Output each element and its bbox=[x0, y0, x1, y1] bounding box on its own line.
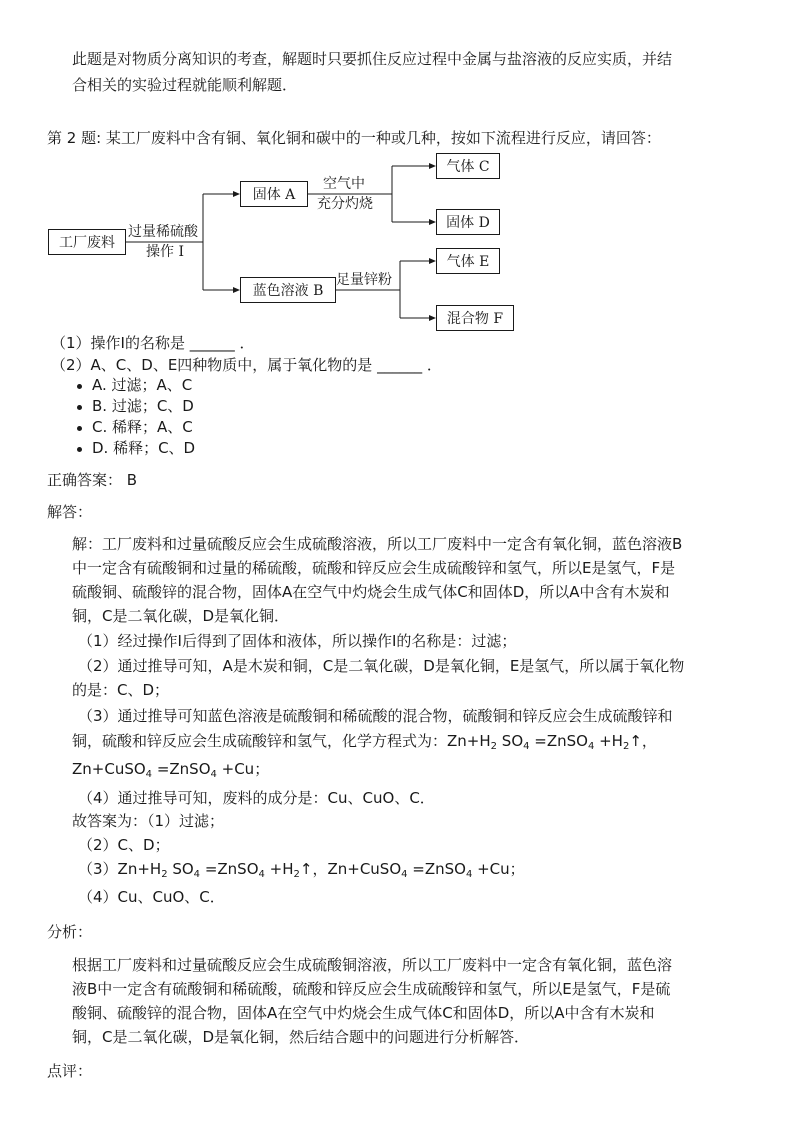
node-solid-d: 固体 D bbox=[436, 209, 500, 235]
analysis-line-1: 根据工厂废料和过量硫酸反应会生成硫酸铜溶液，所以工厂废料中一定含有氧化铜，蓝色溶 bbox=[72, 956, 673, 974]
node-mixture-f: 混合物 F bbox=[436, 305, 514, 331]
sub-question-2: （2）A、C、D、E四种物质中，属于氧化物的是 ______ ． bbox=[51, 356, 442, 374]
label-step2-action: 充分灼烧 bbox=[317, 196, 373, 212]
sub-question-1: （1）操作Ⅰ的名称是 ______ ． bbox=[51, 334, 255, 352]
bullet-icon bbox=[77, 384, 82, 389]
option-d: D. 稀释；C、D bbox=[92, 439, 196, 457]
comment-label: 点评： bbox=[47, 1062, 93, 1080]
analysis-line-3: 酸铜、硫酸锌的混合物，固体A在空气中灼烧会生成气体C和固体D，所以A中含有木炭和 bbox=[72, 1004, 655, 1022]
solution-line-12: 故答案为：（1）过滤； bbox=[72, 812, 225, 830]
node-gas-e: 气体 E bbox=[436, 248, 500, 274]
analysis-line-2: 液B中一定含有硫酸铜和稀硫酸，硫酸和锌反应会生成硫酸锌和氢气，所以E是氢气，F是硫 bbox=[72, 980, 671, 998]
intro-line-1: 此题是对物质分离知识的考查，解题时只要抓住反应过程中金属与盐溶液的反应实质，并结 bbox=[72, 50, 673, 68]
node-gas-c: 气体 C bbox=[436, 153, 500, 179]
solution-line-5: （1）经过操作Ⅰ后得到了固体和液体，所以操作Ⅰ的名称是：过滤； bbox=[78, 632, 517, 650]
label-step1-reagent: 过量稀硫酸 bbox=[128, 224, 198, 240]
solution-line-10: Zn+CuSO$_4$ =ZnSO$_4$ +Cu； bbox=[72, 760, 270, 780]
option-b: B. 过滤；C、D bbox=[92, 397, 194, 415]
solution-line-13: （2）C、D； bbox=[78, 836, 170, 854]
bullet-icon bbox=[77, 405, 82, 410]
intro-line-2: 合相关的实验过程就能顺利解题． bbox=[72, 76, 298, 94]
answer-blank-1: ______ bbox=[189, 334, 235, 352]
solution-line-9: 铜，硫酸和锌反应会生成硫酸锌和氢气，化学方程式为：$Zn+H_2$ $SO_4$ =ZnSO$_4$ $+H_2↑$， bbox=[72, 732, 657, 752]
option-a: A. 过滤；A、C bbox=[92, 376, 193, 394]
analysis-label: 分析： bbox=[47, 923, 93, 941]
analysis-line-4: 铜，C是二氧化碳，D是氧化铜，然后结合题中的问题进行分析解答． bbox=[72, 1028, 530, 1046]
node-waste: 工厂废料 bbox=[48, 229, 126, 255]
answer-blank-2: ______ bbox=[377, 356, 423, 374]
option-c: C. 稀释；A、C bbox=[92, 418, 193, 436]
label-step3-reagent: 足量锌粉 bbox=[336, 272, 392, 288]
equation-3: $Zn+H_2$ $SO_4$ =ZnSO$_4$ $+H_2↑$，Zn+CuSO$_4$ =ZnSO$_4$ +Cu； bbox=[117, 860, 525, 880]
solution-line-14: $(3)Zn+H_2$ $SO_4$ =ZnSO$_4$ $+H_2↑$，Zn+CuSO$_4$ =ZnSO$_4$ +Cu； bbox=[78, 860, 525, 880]
solution-line-3: 硫酸铜、硫酸锌的混合物，固体A在空气中灼烧会生成气体C和固体D，所以A中含有木炭和 bbox=[72, 583, 670, 601]
question-title: 第 2 题: 某工厂废料中含有铜、氧化铜和碳中的一种或几种，按如下流程进行反应，请回答： bbox=[47, 129, 661, 147]
solution-line-6: （2）通过推导可知，A是木炭和铜，C是二氧化碳，D是氧化铜，E是氢气，所以属于氧化物 bbox=[78, 657, 685, 675]
solution-line-7: 的是：C、D； bbox=[72, 681, 170, 699]
solution-label: 解答： bbox=[47, 503, 93, 521]
correct-answer: 正确答案： B bbox=[47, 471, 138, 489]
solution-line-15: （4）Cu、CuO、C． bbox=[78, 888, 225, 906]
bullet-icon bbox=[77, 447, 82, 452]
solution-line-11: （4）通过推导可知，废料的成分是：Cu、CuO、C． bbox=[78, 789, 435, 807]
flow-diagram bbox=[40, 148, 560, 338]
equation-2: Zn+CuSO$_4$ =ZnSO$_4$ +Cu bbox=[72, 760, 255, 780]
node-solid-a: 固体 A bbox=[240, 181, 308, 207]
solution-line-8: （3）通过推导可知蓝色溶液是硫酸铜和稀硫酸的混合物，硫酸铜和锌反应会生成硫酸锌和 bbox=[78, 707, 673, 725]
correct-answer-value: B bbox=[126, 471, 138, 489]
node-blue-solution-b: 蓝色溶液 B bbox=[240, 277, 336, 303]
label-step1-operation: 操作 I bbox=[146, 244, 184, 260]
solution-line-1: 解：工厂废料和过量硫酸反应会生成硫酸溶液，所以工厂废料中一定含有氧化铜，蓝色溶液B bbox=[72, 535, 683, 553]
label-step2-condition: 空气中 bbox=[323, 176, 365, 192]
solution-line-4: 铜，C是二氧化碳，D是氧化铜． bbox=[72, 607, 290, 625]
equation-1: $Zn+H_2$ $SO_4$ =ZnSO$_4$ $+H_2↑$， bbox=[447, 732, 657, 752]
bullet-icon bbox=[77, 426, 82, 431]
solution-line-2: 中一定含有硫酸铜和过量的稀硫酸，硫酸和锌反应会生成硫酸锌和氢气，所以E是氢气，F是 bbox=[72, 559, 676, 577]
